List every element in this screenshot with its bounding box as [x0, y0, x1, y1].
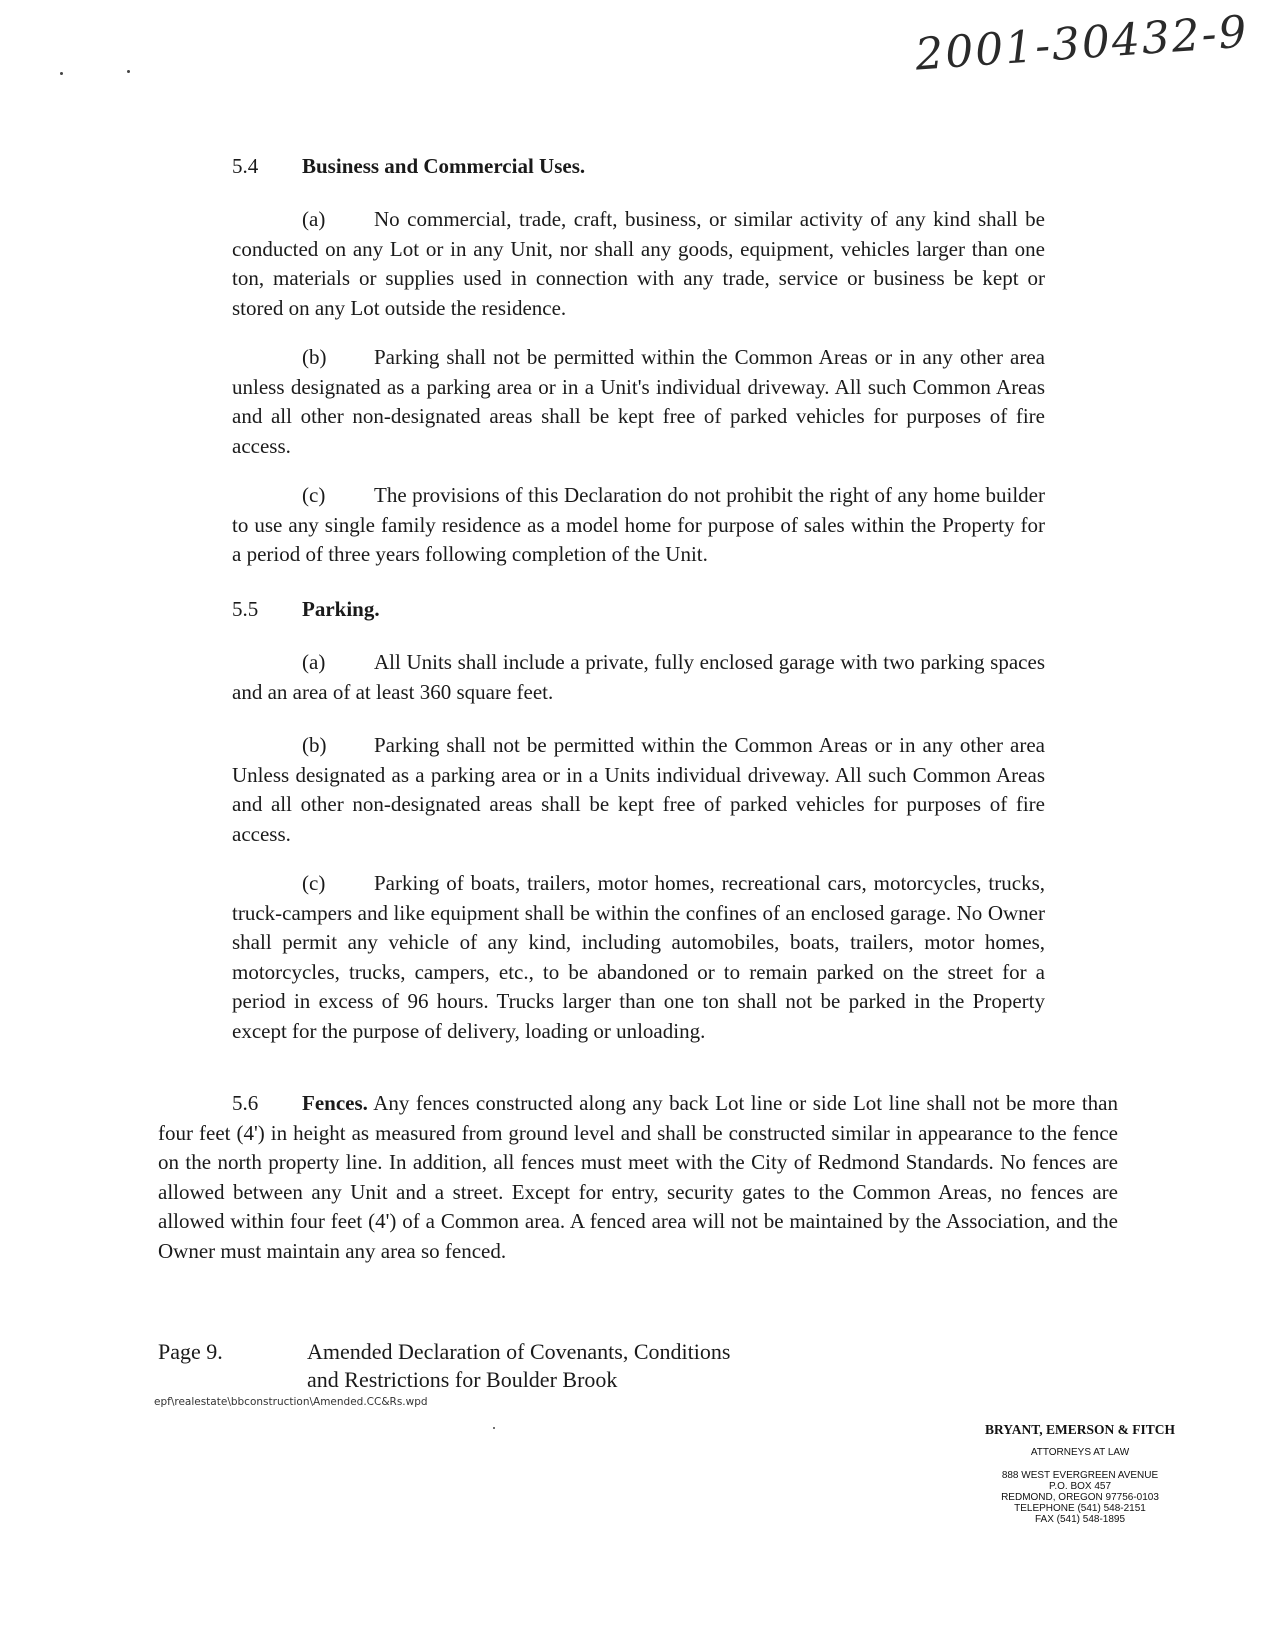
law-firm-block	[960, 1422, 1200, 1525]
firm-telephone: TELEPHONE (541) 548-2151	[1014, 1503, 1146, 1514]
scan-speck	[493, 1427, 495, 1429]
section-number: 5.6	[232, 1091, 259, 1115]
item-text: All Units shall include a private, fully enclosed garage with two parking spaces and an area of at least 360 square feet.	[232, 650, 1045, 704]
recording-number-stamp: 2001-30432-9	[913, 6, 1251, 81]
file-path: epf\realestate\bbconstruction\Amended.CC&Rs.wpd	[154, 1396, 428, 1408]
firm-subtitle: ATTORNEYS AT LAW	[1030, 1447, 1130, 1458]
section-title: Parking.	[302, 597, 380, 621]
section-title: Fences.	[302, 1091, 368, 1115]
item-label: (c)	[302, 871, 326, 895]
item-label: (a)	[302, 207, 326, 231]
scan-speck	[127, 70, 130, 73]
firm-name: BRYANT, EMERSON & FITCH	[984, 1422, 1176, 1437]
section-5-5-item-a	[232, 648, 1045, 707]
section-5-4-item-b	[232, 343, 1045, 461]
page-label: Page 9.	[158, 1339, 223, 1364]
item-text: No commercial, trade, craft, business, or similar activity of any kind shall be conducted on any Lot or in any Unit, nor shall any goods, equipment, vehicles larger than one ton, materials or supplies used in connection with any trade, service or business be kept or stored on any Lot outside the residence.	[232, 207, 1045, 320]
section-text: Any fences constructed along any back Lot line or side Lot line shall not be more than four feet (4') in height as measured from ground level and shall be constructed similar in appearance to the fence on the north property line. In addition, all fences must meet with the City of Redmond Standards. No fences are allowed between any Unit and a street. Except for entry, security gates to the Common Areas, no fences are allowed within four feet (4') of a Common area. A fenced area will not be maintained by the Association, and the Owner must maintain any area so fenced.	[158, 1091, 1118, 1263]
footer-title-line-1: Amended Declaration of Covenants, Conditions	[307, 1339, 731, 1364]
firm-address-line: 888 WEST EVERGREEN AVENUE	[1001, 1470, 1159, 1481]
footer-title-line-2: and Restrictions for Boulder Brook	[307, 1367, 618, 1392]
scan-speck	[60, 72, 63, 75]
item-text: Parking of boats, trailers, motor homes, recreational cars, motorcycles, trucks, truck-campers and like equipment shall be within the confines of an enclosed garage. No Owner shall permit any vehicle of any kind, including automobiles, boats, trailers, motor homes, motorcycles, trucks, campers, etc., to be abandoned or to remain parked on the street for a period in excess of 96 hours. Trucks larger than one ton shall not be parked in the Property except for the purpose of delivery, loading or unloading.	[232, 871, 1045, 1043]
section-heading-5-5	[232, 595, 380, 624]
item-label: (a)	[302, 650, 326, 674]
section-5-4-item-a	[232, 205, 1045, 323]
item-label: (b)	[302, 733, 327, 757]
section-5-5-item-c	[232, 869, 1045, 1047]
item-text: Parking shall not be permitted within the Common Areas or in any other area Unless designated as a parking area or in a Units individual driveway. All such Common Areas and all other non-designated areas shall be kept free of parked vehicles for purposes of fire access.	[232, 733, 1045, 846]
item-label: (b)	[302, 345, 327, 369]
section-number: 5.4	[232, 154, 259, 178]
firm-fax: FAX (541) 548-1895	[1034, 1514, 1126, 1525]
section-5-4-item-c	[232, 481, 1045, 570]
section-number: 5.5	[232, 597, 259, 621]
item-text: Parking shall not be permitted within the Common Areas or in any other area unless designated as a parking area or in a Unit's individual driveway. All such Common Areas and all other non-designated areas shall be kept free of parked vehicles for purposes of fire access.	[232, 345, 1045, 458]
section-heading-5-4	[232, 152, 585, 181]
section-5-5-item-b	[232, 731, 1045, 849]
item-label: (c)	[302, 483, 326, 507]
firm-address-line: P.O. BOX 457	[1048, 1481, 1112, 1492]
item-text: The provisions of this Declaration do not prohibit the right of any home builder to use any single family residence as a model home for purpose of sales within the Property for a period of three years following completion of the Unit.	[232, 483, 1045, 567]
section-5-6	[158, 1089, 1118, 1267]
section-title: Business and Commercial Uses.	[302, 154, 586, 178]
firm-address-line: REDMOND, OREGON 97756-0103	[1001, 1492, 1159, 1503]
